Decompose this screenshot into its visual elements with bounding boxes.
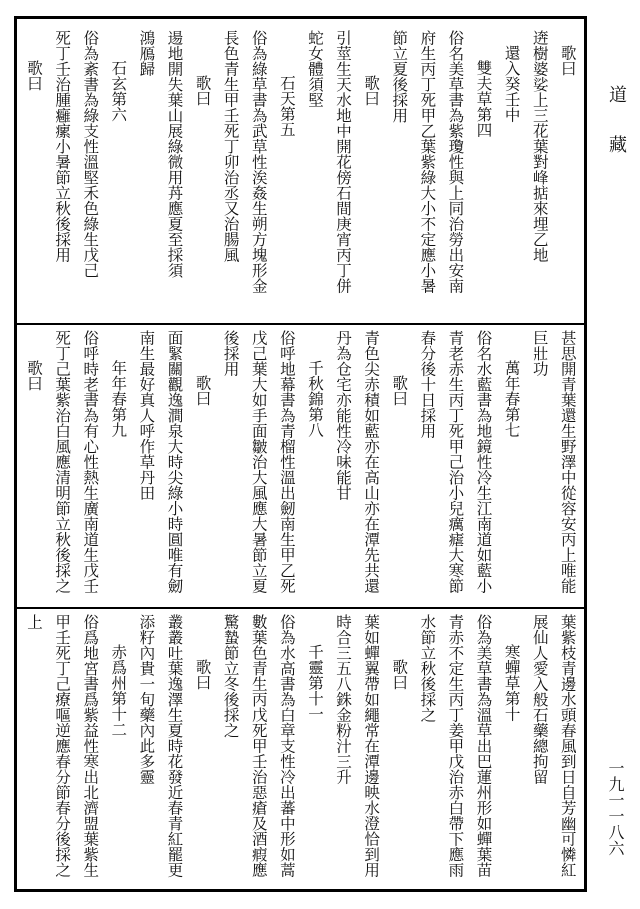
- text-column: 長色青生甲壬死丁卯治丞又治腸風: [221, 30, 240, 263]
- text-column: 青色尖赤積如藍亦在高山亦在潭先共還: [362, 330, 381, 594]
- page-number: 一九一一八六: [606, 760, 625, 856]
- text-column: 俗為美草書為溫草出巴蓮州形如蟬葉苗: [474, 614, 493, 878]
- text-column: 添籽內貴一旬藥內此多靈: [137, 614, 156, 785]
- text-column: 千靈第十一: [305, 644, 324, 722]
- text-column: 寒蟬草第十: [502, 644, 521, 722]
- text-column: 俗呼時老書為有心性熱生廣南道生戊壬: [81, 330, 100, 594]
- text-column: 歌曰: [193, 659, 212, 690]
- text-column: 節立夏後採用: [390, 30, 409, 123]
- text-column: 鴻鴈歸: [137, 30, 156, 77]
- text-column: 歌曰: [390, 659, 409, 690]
- text-column: 戊己葉大如手面皺治大風應大暑節立夏: [249, 330, 268, 594]
- text-column: 丹為仓宅亦能性冷味能甘: [334, 330, 353, 501]
- text-column: 巨壯功: [530, 330, 549, 377]
- text-column: 驚蟄節立冬後採之: [221, 614, 240, 738]
- text-column: 死丁己葉紫治白風應清明節立秋後採之: [53, 330, 72, 594]
- text-column: 歌曰: [362, 75, 381, 106]
- text-column: 春分後十日採用: [418, 330, 437, 439]
- text-column: 青老赤生丙丁死甲己治小兒癘瘧大寒節: [446, 330, 465, 594]
- text-column: 水節立秋後採之: [418, 614, 437, 723]
- text-column: 甚思開青葉還生野澤中從容安丙上唯能: [558, 330, 577, 594]
- text-column: 俗名美草書為紫瓊性與上同治勞出安南: [446, 30, 465, 294]
- text-column: 歌曰: [390, 375, 409, 406]
- text-column: 葉如蟬翼帶如繩常在潭邊映水澄恰到用: [362, 614, 381, 878]
- text-column: 甲壬死丁己療嘔逆應春分節春分後採之: [53, 614, 72, 878]
- text-column: 面緊關觀逸澗泉大時尖綠小時圓唯有劒: [165, 330, 184, 594]
- text-column: 萬年春第七: [502, 360, 521, 438]
- text-column: 逿地開失葉山展綠微用䒟應夏至採須: [165, 30, 184, 278]
- text-column: 石天第五: [277, 75, 296, 137]
- text-column: 引莖生天水地中開花傍石間庚宵丙丁併: [334, 30, 353, 294]
- text-column: 青赤不定生丙丁姜甲戊治赤白帶下應雨: [446, 614, 465, 878]
- text-column: 歌曰: [25, 360, 43, 391]
- text-column: 數葉色青生丙戊死甲壬治惡瘡及酒瘕應: [249, 614, 268, 878]
- text-column: 葉紫枝青邊水頭春風到日自芳幽可憐紅: [558, 614, 577, 878]
- text-column: 時合三五八銖金粉汁三升: [334, 614, 353, 785]
- text-column: 叢叢吐葉逸澤生夏時花發近春青紅罷更: [165, 614, 184, 878]
- text-column: 俗為綠草書為武草性涘姦生朔方塊形金: [249, 30, 268, 294]
- panel-divider: [14, 607, 587, 609]
- text-column: 上: [25, 614, 43, 630]
- text-panel-bottom: [18, 614, 583, 888]
- text-column: 俗呼地幕書為青榴性溫出劒南生甲乙死: [277, 330, 296, 594]
- text-column: 府生丙丁死甲乙葉紫綠大小不定應小暑: [418, 30, 437, 294]
- text-panel-top: [18, 30, 583, 320]
- text-column: 雙夫草第四: [474, 60, 493, 138]
- margin-label-zang: 藏: [606, 135, 627, 153]
- text-column: 還入癸壬中: [502, 45, 521, 123]
- text-column: 歌曰: [558, 45, 577, 76]
- text-column: 蛇女體須堅: [305, 30, 324, 108]
- text-column: 石玄第六: [109, 60, 128, 122]
- text-column: 俗爲地宮書爲紫益性寒出北濟盟葉紫生: [81, 614, 100, 878]
- text-column: 逩樹婆娑上三花葉對峰掂來埋乙地: [530, 30, 549, 263]
- text-column: 俗名水藍書為地鏡性冷生江南道如藍小: [474, 330, 493, 594]
- text-column: 千秋錦第八: [305, 360, 324, 438]
- text-column: 赤爲州第十二: [109, 644, 128, 737]
- text-column: 歌曰: [193, 75, 212, 106]
- text-column: 歌曰: [193, 375, 212, 406]
- margin-label-dao: 道: [606, 85, 627, 103]
- text-column: 俗為紊書為綠支性溫堅禾色綠生戊己: [81, 30, 100, 278]
- text-column: 俗為水高書為白章支性冷出蕃中形如蒿: [277, 614, 296, 878]
- text-column: 年年春第九: [109, 360, 128, 438]
- text-column: 死丁壬治腫癰瘰小暑節立秋後採用: [53, 30, 72, 263]
- text-column: 南生最好真人呼作草丹田: [137, 330, 156, 501]
- text-panel-middle: [18, 330, 583, 604]
- panel-divider: [14, 323, 587, 325]
- text-column: 展仙人愛入般石藥總拘留: [530, 614, 549, 785]
- text-column: 歌曰: [25, 60, 43, 91]
- text-column: 後採用: [221, 330, 240, 377]
